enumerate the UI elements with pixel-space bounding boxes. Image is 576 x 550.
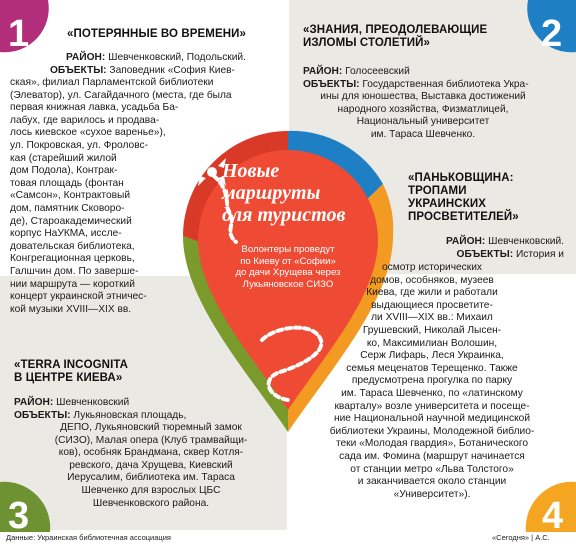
- section2-title: «ЗНАНИЯ, ПРЕОДОЛЕВАЮЩИЕ ИЗЛОМЫ СТОЛЕТИЙ»: [303, 24, 488, 49]
- section2-header-lines: [303, 66, 565, 91]
- footer-source: Данные: Украинская библиотечная ассоциация: [6, 533, 171, 542]
- corner-badge-2: [516, 0, 576, 62]
- section1-objects-label: ОБЪЕКТЫ:: [50, 64, 107, 76]
- corner-number-2: 2: [541, 13, 563, 55]
- section2-objects-label: ОБЪЕКТЫ:: [303, 78, 360, 90]
- section4-district-label: РАЙОН:: [446, 236, 486, 247]
- corner-number-4: 4: [542, 495, 564, 532]
- section1-title: «ПОТЕРЯННЫЕ ВО ВРЕМЕНИ»: [67, 28, 247, 40]
- section4-title: «ПАНЬКОВЩИНА: ТРОПАМИ УКРАИНСКИХ ПРОСВЕТИТЕЛЕЙ»: [408, 172, 519, 223]
- section2-objects-first: Государственная библиотека Укра-: [362, 78, 529, 90]
- section3-district-value: Шевченковский: [56, 397, 130, 408]
- section4-body: осмотр исторических домов, особняков, музеев Киева, где жили и работали выдающиеся просветите- ли XVIII—XIX вв.: Михаил Грушевский, Николай Лысен- ко, Максимилиан Волошин, Серж Лифарь, Леся Украинка, семья меценатов Терещенко. Также предусмотрена прогулка по парку им. Тараса Шевченко, по «латинскому кварталу» возле университета и посеще- ние Национальной научной медицинской библиотеки Украины, Молодежной библио- теки «Молодая гвардия», Ботанического сада им. Фомина (маршрут начинается от станции метро «Льва Толстого» и заканчивается около станции «Университет»).: [329, 262, 535, 500]
- section3-header-lines: [14, 397, 276, 422]
- section3-title: «TERRA INCOGNITA В ЦЕНТРЕ КИЕВА»: [14, 359, 129, 384]
- footer-credit: «Сегодня» | А.С.: [492, 533, 550, 542]
- section1-header-lines: [10, 52, 278, 77]
- section2-body: ины для юношества, Выставка достижений народного хозяйства, Физматлицей, Национальный университет им. Тараса Шевченко.: [320, 91, 526, 140]
- section4-objects-label: ОБЪЕКТЫ:: [456, 248, 514, 260]
- section1-objects-first: Заповедник «София Киев-: [109, 64, 235, 76]
- corner-number-3: 3: [8, 495, 30, 532]
- section4-district-value: Шевченковский.: [488, 236, 564, 247]
- pin-headline: Новые маршруты для туристов: [222, 160, 346, 226]
- section1-district-value: Шевченковский, Подольский.: [108, 52, 246, 63]
- section1-body: ская», филиал Парламентской библиотеки (Элеватор), ул. Сагайдачного (места, где была первая книжная лавка, усадьба Ба- лабух, где варилось и продава- лось киевское «сухое варенье»), ул. Покровская, ул. Фроловс- кая (старейший жилой дом Подола), Контрак- товая площадь (фонтан «Самсон», Контрактовый дом, памятник Сковоро- де), Староакадемический корпус НаУКМА, иссле- довательская библиотека, Конгрегационная церковь, Галшчин дом. По заверше- нии маршрута — короткий концерт украинской этничес- кой музыки XVIII—XIX вв.: [10, 77, 232, 315]
- section3-objects-first: Лукьяновская площадь,: [73, 409, 187, 421]
- section3-district-label: РАЙОН:: [14, 397, 54, 408]
- section4-objects-first: История и: [515, 248, 564, 260]
- pin-subtitle: Волонтеры проведут по Киеву от «Софии» до дачи Хрущева через Лукьяновское СИЗО: [235, 244, 341, 290]
- section1-district-label: РАЙОН:: [66, 52, 106, 63]
- section3-objects-label: ОБЪЕКТЫ:: [14, 409, 71, 421]
- section2-district-value: Голосеевский: [345, 66, 410, 77]
- section3-body: ДЕПО, Лукьяновский тюремный замок (СИЗО), Малая опера (Клуб трамвайщи- ков), особняк Брандмана, сквер Котля- ревского, дача Хрущева, Киевский Иерусалим, библиотека им. Тараса Шевченко для взрослых ЦБС Шевченковского района.: [54, 422, 248, 509]
- section2-district-label: РАЙОН:: [303, 66, 343, 77]
- corner-number-1: 1: [8, 13, 30, 55]
